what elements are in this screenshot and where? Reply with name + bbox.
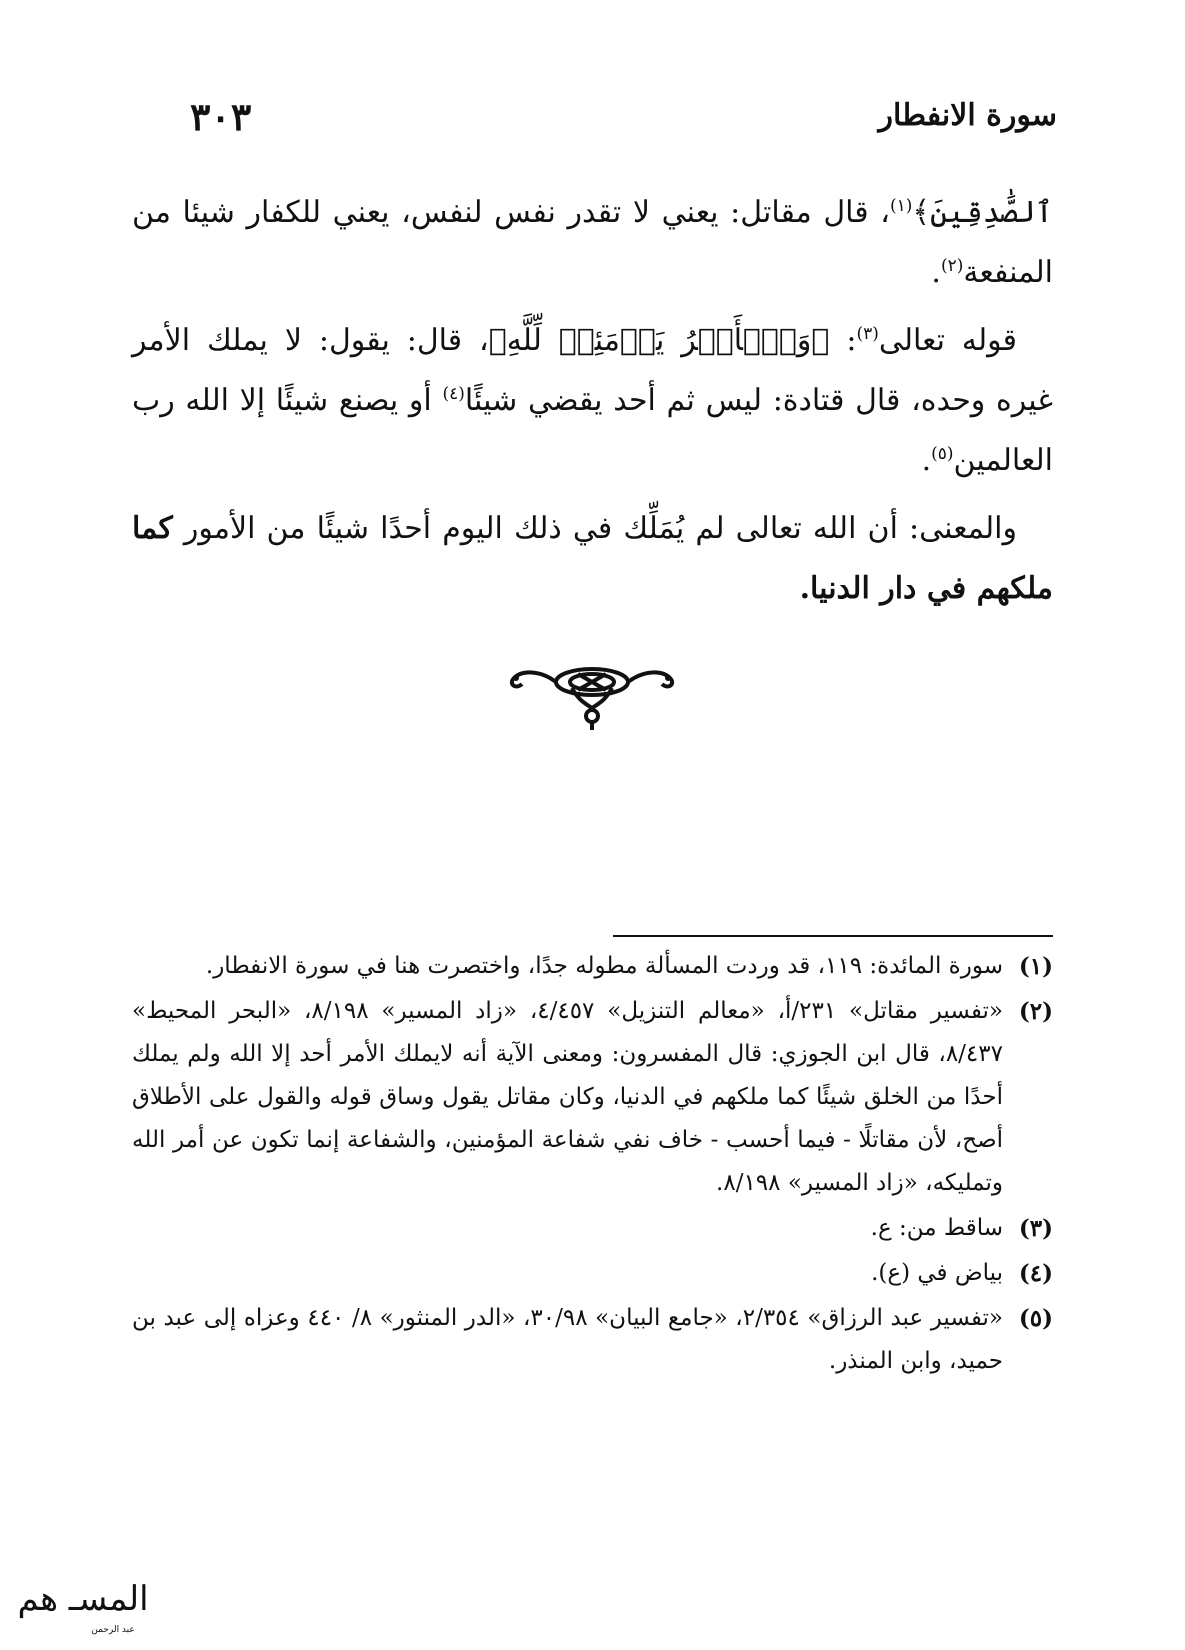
footnote-2 xyxy=(132,990,1053,1205)
footnote-separator xyxy=(613,935,1053,937)
paragraph-3 xyxy=(132,499,1053,619)
footnote-1 xyxy=(132,945,1053,988)
footnote-number: (٣) xyxy=(1018,1215,1053,1242)
footnote-ref-5: (٥) xyxy=(931,444,954,464)
footnotes xyxy=(132,945,1053,1385)
paragraph-3-end: كما ملكهم في دار الدنيا. xyxy=(132,511,1053,606)
footnote-5 xyxy=(132,1297,1053,1383)
surah-title: سورة الانفطار xyxy=(878,98,1057,133)
footnote-number: (٤) xyxy=(1018,1260,1053,1287)
footnote-text: ساقط من: ع. xyxy=(870,1215,1003,1241)
colon: : xyxy=(829,323,857,358)
footnote-3 xyxy=(132,1207,1053,1250)
footnote-text: «تفسير مقاتل» ٢٣١/أ، «معالم التنزيل» ٤/٤٥٧، «زاد المسير» ٨/١٩٨، «البحر المحيط» ٨/٤٣٧، قال ابن الجوزي: قال المفسرون: ومعنى الآية أنه لايملك الأمر أحد إلا الله ولم يملك أحدًا من الخلق شيئًا كما ملكهم في الدنيا، وكان مقاتل يقول وساق قوله والقول على الأطلاق أصح، لأن مقاتلًا - فيما أحسب - خاف نفي شفاعة المؤمنين، والشفاعة إنما تكون عن أمر الله وتمليكه، «زاد المسير» ٨/١٩٨. xyxy=(132,998,1003,1196)
footnote-4 xyxy=(132,1252,1053,1295)
footnote-ref-3: (٣) xyxy=(856,324,879,344)
main-text xyxy=(132,183,1053,627)
period: . xyxy=(921,443,932,478)
footnote-number: (١) xyxy=(1018,953,1053,980)
running-header xyxy=(130,94,1057,148)
footnote-ref-2: (٢) xyxy=(940,256,964,276)
paragraph-1-text: ، قال مقاتل: يعني لا تقدر نفس لنفس، يعني للكفار شيئا من المنفعة xyxy=(132,195,1053,290)
paragraph-2 xyxy=(132,311,1053,491)
paragraph-3-text: والمعنى: أن الله تعالى لم يُمَلِّك في ذلك اليوم أحدًا شيئًا من الأمور xyxy=(172,511,1017,546)
paragraph-2-text: ، قال: يقول: لا يملك الأمر غيره وحده، قال قتادة: ليس ثم أحد يقضي شيئًا xyxy=(132,323,1053,418)
paragraph-2-text-2: أو يصنع شيئًا إلا الله رب العالمين xyxy=(132,383,1053,478)
period: . xyxy=(931,255,941,290)
footnote-ref-1: (١) xyxy=(889,196,913,216)
stamp-subtext: عبد الرحمن xyxy=(91,1625,135,1635)
quran-fragment: ٱلصَّٰدِقِينَ﴾ xyxy=(912,195,1053,230)
footnote-text: بياض في (ع). xyxy=(871,1260,1003,1286)
footnote-number: (٢) xyxy=(1018,998,1053,1025)
quran-verse: ﴿وَٱلۡأَمۡرُ يَوۡمَئِذٖ لِّلَّهِ﴾ xyxy=(488,323,830,358)
divider-ornament xyxy=(492,660,692,740)
footnote-ref-4: (٤) xyxy=(442,384,465,404)
paragraph-1 xyxy=(132,183,1053,303)
footnote-text: سورة المائدة: ١١٩، قد وردت المسألة مطوله جدًا، واختصرت هنا في سورة الانفطار. xyxy=(205,953,1003,979)
footnote-number: (٥) xyxy=(1018,1305,1053,1332)
page-number: ٣٠٣ xyxy=(190,94,252,139)
stamp-text: المسـ هم xyxy=(17,1579,149,1619)
footnote-text: «تفسير عبد الرزاق» ٢/٣٥٤، «جامع البيان» ٣٠/٩٨، «الدر المنثور» ٨/ ٤٤٠ وعزاه إلى عبد بن حميد، وابن المنذر. xyxy=(132,1305,1004,1374)
library-stamp-logo xyxy=(8,1570,158,1640)
paragraph-2-lead: قوله تعالى xyxy=(878,323,1017,358)
